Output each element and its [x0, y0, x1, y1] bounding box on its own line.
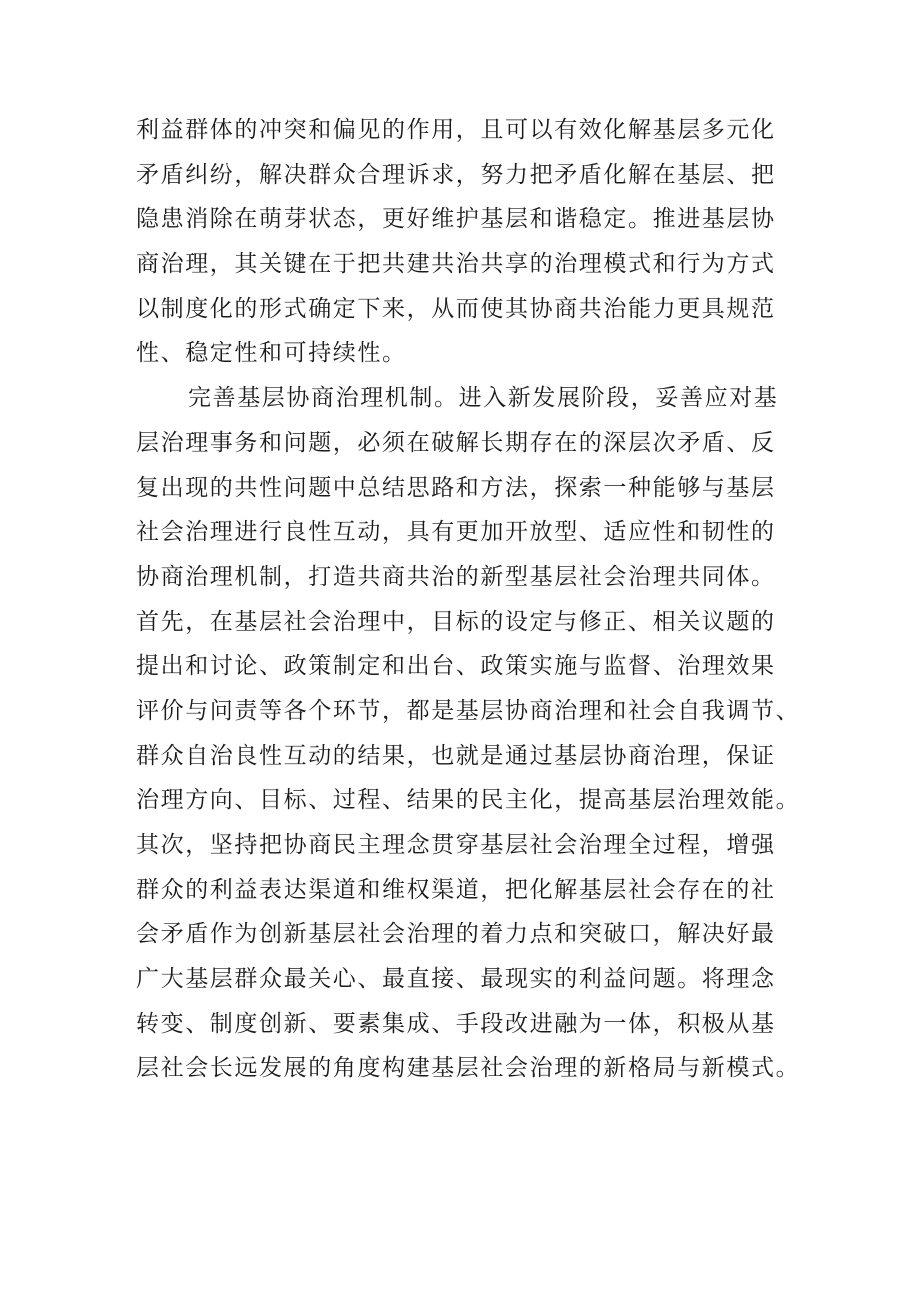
text-line: 利益群体的冲突和偏见的作用，且可以有效化解基层多元化: [136, 117, 776, 143]
text-line: 隐患消除在萌芽状态，更好维护基层和谐稳定。推进基层协: [136, 206, 776, 233]
text-line: 提出和讨论、政策制定和出台、政策实施与监督、治理效果: [136, 653, 776, 680]
text-line: 层治理事务和问题，必须在破解长期存在的深层次矛盾、反: [136, 429, 776, 456]
text-line: 会矛盾作为创新基层社会治理的着力点和突破口，解决好最: [136, 921, 776, 948]
paragraph-1: [136, 108, 796, 376]
text-line: 社会治理进行良性互动，具有更加开放型、适应性和韧性的: [136, 519, 776, 546]
text-line: 性、稳定性和可持续性。: [136, 340, 407, 367]
body-text: [136, 108, 801, 1091]
paragraph-2: [136, 376, 801, 1091]
text-line: 以制度化的形式确定下来，从而使其协商共治能力更具规范: [136, 295, 776, 322]
text-line: 群众自治良性互动的结果，也就是通过基层协商治理，保证: [136, 742, 776, 769]
text-line: 首先，在基层社会治理中，目标的设定与修正、相关议题的: [136, 608, 776, 635]
text-line: 广大基层群众最关心、最直接、最现实的利益问题。将理念: [136, 966, 776, 993]
text-line: 复出现的共性问题中总结思路和方法，探索一种能够与基层: [136, 474, 776, 501]
text-line: 层社会长远发展的角度构建基层社会治理的新格局与新模式。: [136, 1055, 801, 1082]
text-line: 其次，坚持把协商民主理念贯穿基层社会治理全过程，增强: [136, 832, 776, 858]
text-line: 协商治理机制，打造共商共治的新型基层社会治理共同体。: [136, 563, 776, 590]
text-line-first: 完善基层协商治理机制。进入新发展阶段，妥善应对基: [188, 385, 779, 412]
text-line: 商治理，其关键在于把共建共治共享的治理模式和行为方式: [136, 251, 776, 278]
text-line: 评价与问责等各个环节，都是基层协商治理和社会自我调节、: [136, 697, 801, 724]
text-line: 转变、制度创新、要素集成、手段改进融为一体，积极从基: [136, 1010, 776, 1037]
text-line: 矛盾纠纷，解决群众合理诉求，努力把矛盾化解在基层、把: [136, 161, 776, 188]
text-line: 群众的利益表达渠道和维权渠道，把化解基层社会存在的社: [136, 876, 776, 903]
text-line: 治理方向、目标、过程、结果的民主化，提高基层治理效能。: [136, 787, 801, 814]
